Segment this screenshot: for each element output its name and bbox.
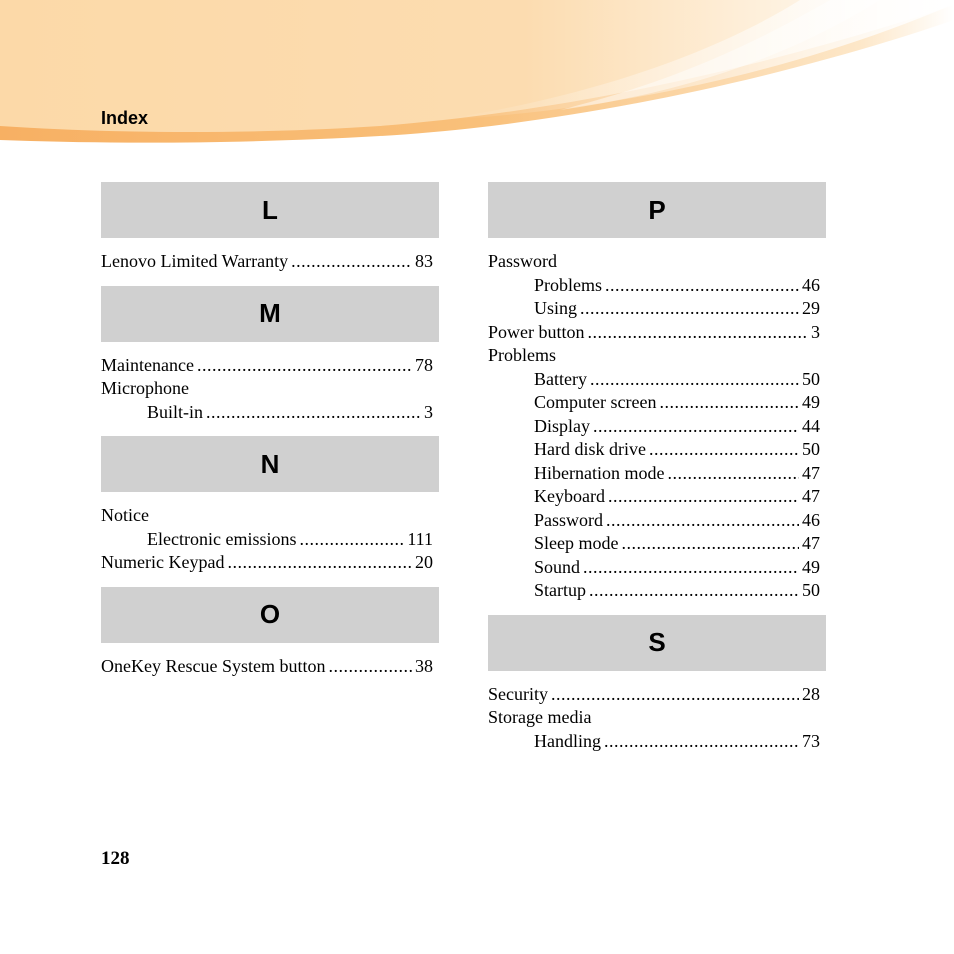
index-subentry bbox=[488, 297, 820, 321]
index-section-p bbox=[488, 182, 826, 615]
entry-page-number: 78 bbox=[415, 354, 433, 375]
entry-label: Password bbox=[488, 251, 558, 271]
entry-page-number: 73 bbox=[802, 730, 820, 751]
dot-leader bbox=[659, 391, 799, 415]
index-subentry bbox=[488, 438, 820, 462]
section-letter-heading: P bbox=[488, 182, 826, 238]
index-entry-list bbox=[101, 238, 439, 274]
entry-label: OneKey Rescue System button bbox=[101, 655, 326, 676]
dot-leader bbox=[608, 485, 799, 509]
entry-page-number: 50 bbox=[802, 439, 820, 459]
index-entry bbox=[101, 377, 433, 401]
entry-page-number: 46 bbox=[802, 509, 820, 530]
entry-label: Hibernation mode bbox=[534, 462, 665, 483]
entry-label: Numeric Keypad bbox=[101, 552, 225, 572]
dot-leader bbox=[551, 683, 799, 707]
index-entry bbox=[101, 655, 433, 679]
index-entry bbox=[488, 344, 820, 368]
dot-leader bbox=[328, 655, 412, 679]
entry-label: Using bbox=[534, 298, 578, 318]
entry-page-number: 28 bbox=[802, 683, 820, 704]
index-column-left bbox=[101, 182, 439, 690]
entry-page-number: 111 bbox=[407, 528, 433, 549]
dot-leader bbox=[583, 556, 799, 580]
index-column-right bbox=[488, 182, 826, 765]
index-section-n bbox=[101, 436, 439, 587]
index-entry bbox=[488, 706, 820, 730]
dot-leader bbox=[605, 274, 799, 298]
index-section-s bbox=[488, 615, 826, 766]
index-section-m bbox=[101, 286, 439, 437]
dot-leader bbox=[206, 401, 421, 425]
index-entry-list bbox=[101, 643, 439, 679]
dot-leader bbox=[606, 509, 799, 533]
index-subentry bbox=[488, 730, 820, 754]
index-entry bbox=[488, 250, 820, 274]
index-section-l bbox=[101, 182, 439, 286]
dot-leader bbox=[299, 528, 404, 552]
index-subentry bbox=[488, 485, 820, 509]
dot-leader bbox=[227, 551, 412, 575]
entry-label: Handling bbox=[534, 730, 601, 751]
entry-page-number: 50 bbox=[802, 580, 820, 600]
entry-label: Built-in bbox=[147, 401, 204, 422]
entry-label: Power button bbox=[488, 321, 585, 342]
dot-leader bbox=[197, 354, 412, 378]
section-letter-heading: L bbox=[101, 182, 439, 238]
index-subentry bbox=[488, 532, 820, 556]
entry-page-number: 49 bbox=[802, 556, 820, 577]
dot-leader bbox=[589, 579, 799, 603]
entry-label: Security bbox=[488, 683, 548, 704]
entry-label: Storage media bbox=[488, 707, 592, 727]
entry-page-number: 47 bbox=[802, 533, 820, 553]
entry-label: Hard disk drive bbox=[534, 439, 646, 459]
entry-label: Lenovo Limited Warranty bbox=[101, 251, 289, 271]
entry-label: Battery bbox=[534, 368, 587, 389]
entry-page-number: 20 bbox=[415, 552, 433, 572]
index-entry bbox=[101, 354, 433, 378]
dot-leader bbox=[580, 297, 799, 321]
entry-page-number: 3 bbox=[424, 401, 433, 422]
index-entry bbox=[488, 683, 820, 707]
entry-label: Electronic emissions bbox=[147, 528, 297, 549]
index-entry bbox=[101, 250, 433, 274]
section-letter-heading: N bbox=[101, 436, 439, 492]
index-subentry bbox=[488, 462, 820, 486]
section-letter-heading: S bbox=[488, 615, 826, 671]
section-letter-heading: M bbox=[101, 286, 439, 342]
entry-page-number: 50 bbox=[802, 368, 820, 389]
entry-page-number: 38 bbox=[415, 655, 433, 676]
dot-leader bbox=[593, 415, 799, 439]
entry-label: Display bbox=[534, 415, 590, 436]
index-subentry bbox=[101, 528, 433, 552]
index-entry-list bbox=[488, 238, 826, 603]
index-entry-list bbox=[101, 342, 439, 425]
index-entry-list bbox=[488, 671, 826, 754]
page-number: 128 bbox=[101, 848, 130, 869]
index-subentry bbox=[488, 274, 820, 298]
dot-leader bbox=[590, 368, 799, 392]
entry-page-number: 29 bbox=[802, 298, 820, 318]
index-entry-list bbox=[101, 492, 439, 575]
entry-label: Password bbox=[534, 509, 604, 530]
section-letter-heading: O bbox=[101, 587, 439, 643]
entry-label: Notice bbox=[101, 505, 149, 525]
index-subentry bbox=[488, 415, 820, 439]
entry-page-number: 44 bbox=[802, 415, 820, 436]
dot-leader bbox=[649, 438, 799, 462]
index-subentry bbox=[488, 579, 820, 603]
dot-leader bbox=[667, 462, 799, 486]
index-section-o bbox=[101, 587, 439, 691]
dot-leader bbox=[621, 532, 799, 556]
index-subentry bbox=[488, 391, 820, 415]
entry-page-number: 49 bbox=[802, 392, 820, 412]
index-entry bbox=[101, 551, 433, 575]
entry-label: Startup bbox=[534, 580, 586, 600]
entry-page-number: 47 bbox=[802, 486, 820, 506]
entry-label: Problems bbox=[488, 345, 557, 365]
entry-label: Sound bbox=[534, 556, 581, 577]
entry-label: Keyboard bbox=[534, 486, 605, 506]
entry-page-number: 3 bbox=[811, 321, 820, 342]
entry-label: Maintenance bbox=[101, 354, 194, 375]
index-subentry bbox=[488, 509, 820, 533]
entry-page-number: 46 bbox=[802, 274, 820, 295]
entry-page-number: 83 bbox=[415, 251, 433, 271]
dot-leader bbox=[291, 250, 412, 274]
entry-label: Sleep mode bbox=[534, 533, 619, 553]
index-entry bbox=[488, 321, 820, 345]
index-subentry bbox=[488, 368, 820, 392]
dot-leader bbox=[604, 730, 799, 754]
entry-label: Microphone bbox=[101, 378, 189, 398]
page-header-title: Index bbox=[101, 108, 149, 128]
index-subentry bbox=[488, 556, 820, 580]
dot-leader bbox=[588, 321, 809, 345]
entry-page-number: 47 bbox=[802, 462, 820, 483]
index-entry bbox=[101, 504, 433, 528]
index-subentry bbox=[101, 401, 433, 425]
entry-label: Computer screen bbox=[534, 392, 657, 412]
entry-label: Problems bbox=[534, 274, 603, 295]
